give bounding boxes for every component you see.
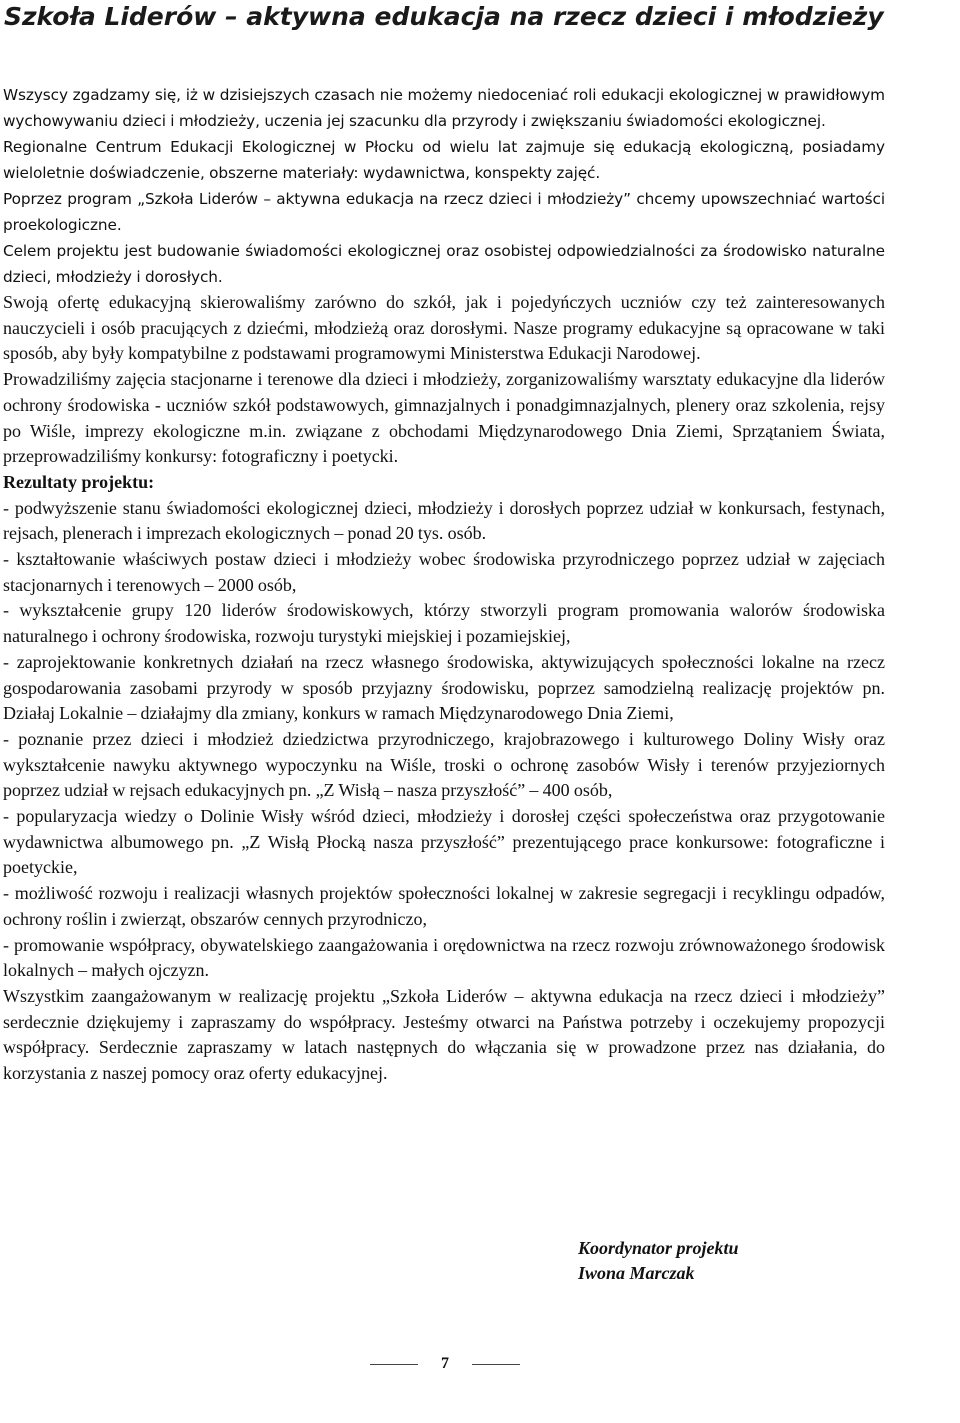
result-item: - poznanie przez dzieci i młodzież dziedzictwa przyrodniczego, krajobrazowego i kulturowego Doliny Wisły oraz wykształcenie nawyku aktywnego wypoczynku na Wiśle, troski o ochronę zasobów Wisły i terenów przyjeziornych poprzez udział w rejsach edukacyjnych pn. „Z Wisłą – nasza przyszłość” – 400 osób, [3,728,885,801]
footer-rule-left [370,1364,418,1365]
offer-paragraph [3,290,885,367]
page-footer [370,1352,520,1376]
programs-text: Nasze programy edukacyjne są opracowane w taki sposób, aby były kompatybilne z podstawami programowymi Ministerstwa Edukacji Narodowej. [3,317,885,364]
intro-paragraph: Wszyscy zgadzamy się, iż w dzisiejszych czasach nie możemy niedoceniać roli edukacji ekologicznej w prawidłowym wychowywaniu dzieci i młodzieży, uczenia jej szacunku dla przyrody i zwiększaniu świadomości ekologicznej. [3,86,885,130]
result-item: - kształtowanie właściwych postaw dzieci i młodzieży wobec środowiska przyrodniczego poprzez udział w zajęciach stacjonarnych i terenowych – 2000 osób, [3,549,885,595]
result-item: - zaprojektowanie konkretnych działań na rzecz własnego środowiska, aktywizujących społeczności lokalne na rzecz gospodarowania zasobami przyrody w sposób przyjazny środowisku, poprzez samodzielną realizację projektów pn. Działaj Lokalnie – działajmy dla zmiany, konkurs w ramach Międzynarodowego Dnia Ziemi, [3,651,885,724]
signature-block [578,1236,739,1286]
page-number: 7 [441,1355,449,1372]
center-paragraph: Regionalne Centrum Edukacji Ekologicznej w Płocku od wielu lat zajmuje się edukacją ekologiczną, posiadamy wieloletnie doświadczenie, obszerne materiały: wydawnictwa, konspekty zajęć. [3,138,885,182]
offer-text: Swoją ofertę edukacyjną skierowaliśmy zarówno do szkół, jak i pojedyńczych uczniów czy też zainteresowanych nauczycieli i osób pracujących z dziećmi, młodzieżą oraz dorosłymi. [3,292,885,338]
results-heading: Rezultaty projektu: [3,471,155,492]
goal-paragraph: Celem projektu jest budowanie świadomości ekologicznej oraz osobistej odpowiedzialności za środowisko naturalne dzieci, młodzieży i dorosłych. [3,242,885,286]
result-item: - promowanie współpracy, obywatelskiego zaangażowania i orędownictwa na rzecz rozwoju zrównoważonego środowisk lokalnych – małych ojczyzn. [3,934,885,981]
activities-paragraph: Prowadziliśmy zajęcia stacjonarne i terenowe dla dzieci i młodzieży, zorganizowaliśmy warsztaty edukacyjne dla liderów ochrony środowiska - uczniów szkół podstawowych, gimnazjalnych i ponadgimnazjalnych, plenery oraz szkolenia, rejsy po Wiśle, imprezy ekologiczne m.in. związane z obchodami Międzynarodowego Dnia Ziemi, Sprzątaniem Świata, przeprowadziliśmy konkursy: fotograficzny i poetycki. [3,369,885,467]
closing-paragraph: Wszystkim zaangażowanym w realizację projektu „Szkoła Liderów – aktywna edukacja na rzecz dzieci i młodzieży” serdecznie dziękujemy i zapraszamy do współpracy. Jesteśmy otwarci na Państwa potrzeby i oczekujemy propozycji współpracy. Serdecznie zapraszamy w latach następnych do włączania się w prowadzone przez nas działania, do korzystania z naszej pomocy oraz oferty edukacyjnej. [3,985,885,1084]
footer-rule-right [472,1364,520,1365]
result-item: - wykształcenie grupy 120 liderów środowiskowych, którzy stworzyli program promowania walorów środowiska naturalnego i ochrony środowiska, rozwoju turystyki miejskiej i pozamiejskiej, [3,600,885,647]
document-title: Szkoła Liderów – aktywna edukacja na rzecz dzieci i młodzieży [4,2,884,31]
result-item: - popularyzacja wiedzy o Dolinie Wisły wśród dzieci, młodzieży i dorosłej części społeczeństwa oraz przygotowanie wydawnictwa albumowego pn. „Z Wisłą Płocką nasza przyszłość” prezentującego prace konkursowe: fotograficzne i poetyckie, [3,806,885,878]
result-item: - możliwość rozwoju i realizacji własnych projektów społeczności lokalnej w zakresie segregacji i recyklingu odpadów, ochrony roślin i zwierząt, obszarów cennych przyrodniczo, [3,883,885,929]
signature-role: Koordynator projektu [578,1238,739,1258]
document-body [3,82,885,1087]
signature-name: Iwona Marczak [578,1263,695,1283]
program-paragraph: Poprzez program „Szkoła Liderów – aktywna edukacja na rzecz dzieci i młodzieży” chcemy upowszechniać wartości proekologiczne. [3,190,885,234]
result-item: - podwyższenie stanu świadomości ekologicznej dzieci, młodzieży i dorosłych poprzez udział w konkursach, festynach, rejsach, plenerach i imprezach ekologicznych – ponad 20 tys. osób. [3,497,885,544]
